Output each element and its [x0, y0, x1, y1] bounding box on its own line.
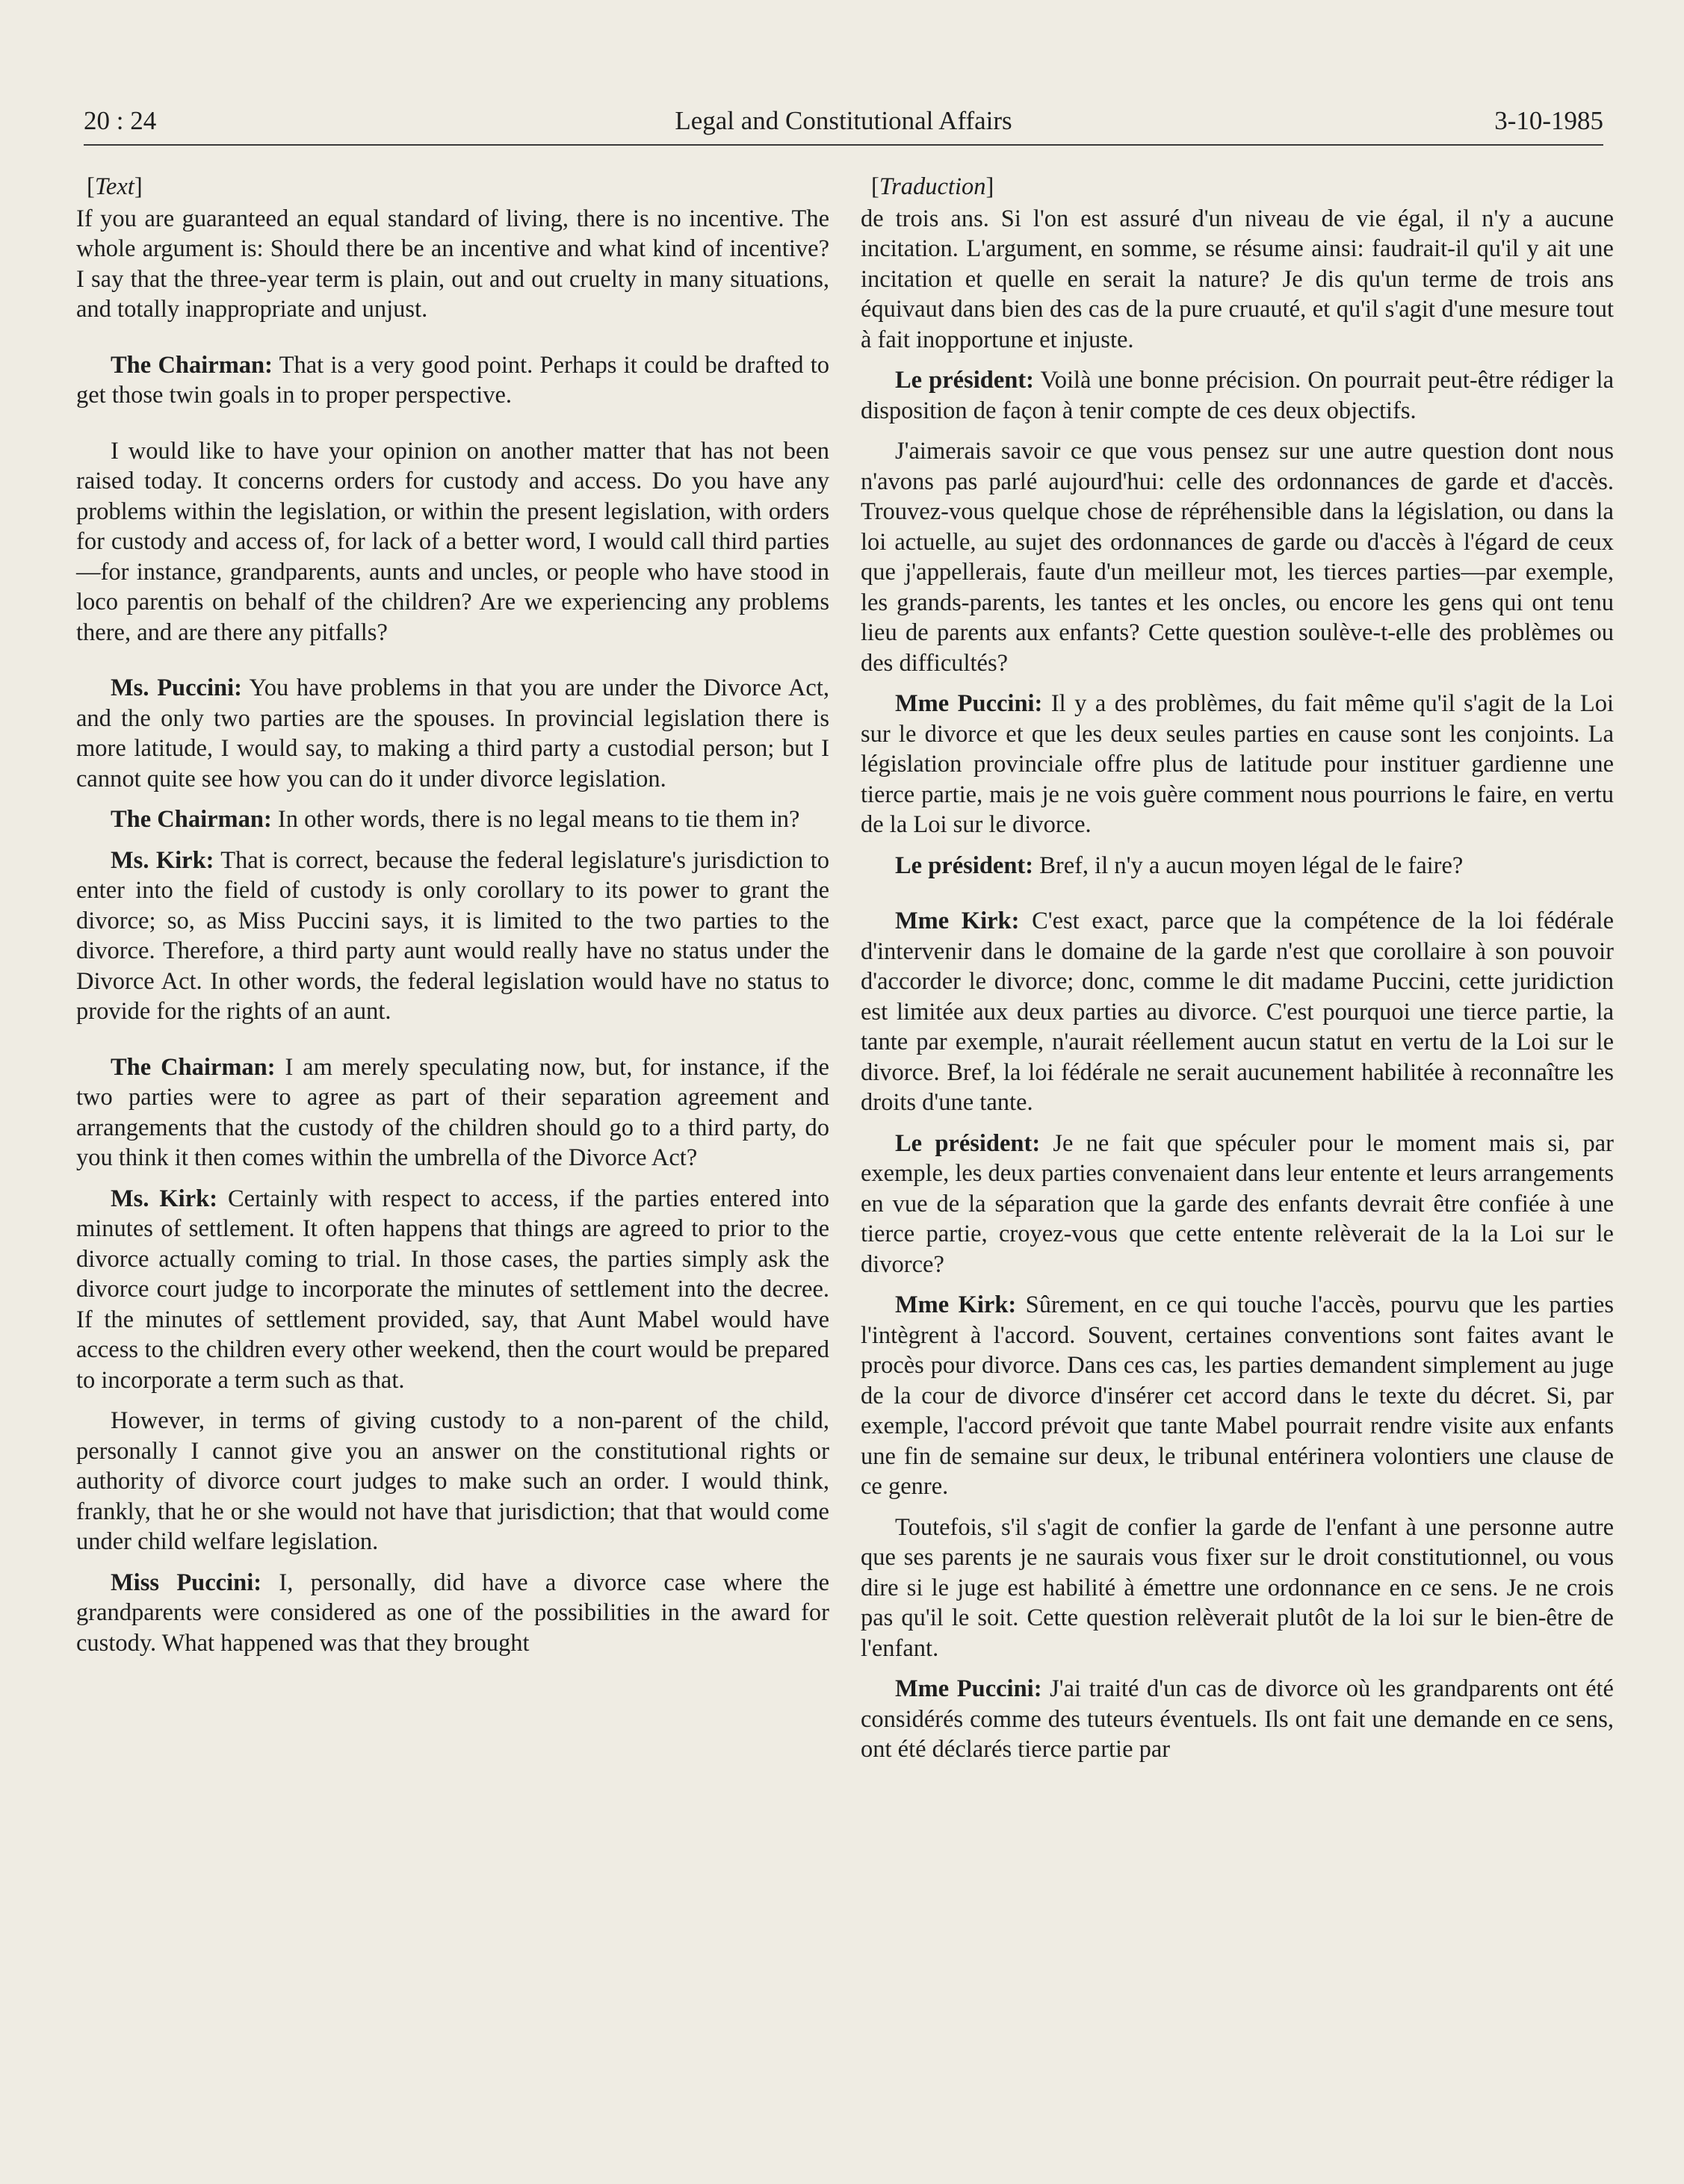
section-label: [Traduction]	[871, 173, 994, 200]
paragraph: I would like to have your opinion on another matter that has not been raised today. It concerns orders for custody and access. Do you have any problems within the legislation, or within the present legislation, with orders for custody and access of, for lack of a better word, I would call third parties—for instance, grandparents, aunts and uncles, or people who have stood in loco parentis on behalf of the children? Are we experiencing any problems there, and are there any pitfalls?	[76, 437, 829, 646]
paragraph: Mme Kirk: C'est exact, parce que la compétence de la loi fédérale d'intervenir dans le domaine de la garde n'est que corollaire à son pouvoir d'accorder le divorce; donc, comme le dit madame Puccini, cette juridiction est limitée aux deux parties au divorce. C'est pourquoi une tierce partie, la tante par exemple, n'aurait réellement aucun statut en vertu de la Loi sur le divorce. Bref, la loi fédérale ne serait aucunement habilitée à reconnaître les droits d'une tante.	[861, 908, 1614, 1116]
paragraph: The Chairman: That is a very good point. Perhaps it could be drafted to get those twin goals in to proper perspective.	[76, 351, 829, 409]
paragraph: Le président: Je ne fait que spéculer pour le moment mais si, par exemple, les deux parties convenaient dans leur entente et leurs arrangements en vue de la séparation que la garde des enfants devrait être confiée à une tierce partie, croyez-vous que cette entente relèverait de la la Loi sur le divorce?	[861, 1129, 1614, 1278]
paragraph: Ms. Kirk: Certainly with respect to access, if the parties entered into minutes of settlement. It often happens that things are agreed to prior to the divorce actually coming to trial. In those cases, the parties simply ask the divorce court judge to incorporate the minutes of settlement into the decree. If the minutes of settlement provided, say, that Aunt Mabel would have access to the children every other weekend, then the court would be prepared to incorporate a term such as that.	[76, 1185, 829, 1394]
paragraph: The Chairman: In other words, there is no legal means to tie them in?	[111, 806, 800, 833]
paragraph: Mme Kirk: Sûrement, en ce qui touche l'accès, pourvu que les parties l'intègrent à l'accord. Souvent, certaines conventions sont faites avant le procès pour divorce. Dans ces cas, les parties demandent simplement au juge de la cour de divorce d'insérer cet accord dans le texte du décret. Si, par exemple, l'accord prévoit que tante Mabel pourrait rendre visite aux enfants une fin de semaine sur deux, le tribunal entérinera volontiers une clause de ce genre.	[861, 1291, 1614, 1500]
paragraph: Ms. Kirk: That is correct, because the federal legislature's jurisdiction to enter into the field of custody is only corollary to its power to grant the divorce; so, as Miss Puccini says, it is limited to the two parties to the divorce. Therefore, a third party aunt would really have no status under the Divorce Act. In other words, the federal legislation would have no status to provide for the rights of an aunt.	[76, 846, 829, 1025]
page-number: 20 : 24	[84, 106, 157, 135]
french-column	[861, 172, 1614, 1775]
paragraph: The Chairman: I am merely speculating now, but, for instance, if the two parties were to agree as part of their separation agreement and arrangements that the custody of the children should go to a third party, do you think it then comes within the umbrella of the Divorce Act?	[76, 1053, 829, 1171]
header-date: 3-10-1985	[1494, 106, 1603, 135]
page-header	[84, 106, 1603, 143]
paragraph: If you are guaranteed an equal standard of living, there is no incentive. The whole argument is: Should there be an incentive and what kind of incentive? I say that the three-year term is plain, out and out cruelty in many situations, and totally inappropriate and unjust.	[76, 205, 829, 323]
paragraph: Miss Puccini: I, personally, did have a divorce case where the grandparents were considered as one of the possibilities in the award for custody. What happened was that they brought	[76, 1569, 830, 1657]
paragraph: J'aimerais savoir ce que vous pensez sur une autre question dont nous n'avons pas parlé aujourd'hui: celle des ordonnances de garde et d'accès. Trouvez-vous quelque chose de répréhensible dans la législation, ou dans la loi actuelle, au sujet des ordonnances de garde ou d'accès à l'égard de ceux que j'appellerais, faute d'un meilleur mot, les tierces parties—par exemple, les grands-parents, les tantes et les oncles, ou encore les gens qui ont tenu lieu de parents aux enfants? Cette question soulève-t-elle des problèmes ou des difficultés?	[861, 438, 1614, 677]
paragraph: Le président: Bref, il n'y a aucun moyen légal de le faire?	[895, 851, 1464, 879]
paragraph: Ms. Puccini: You have problems in that you are under the Divorce Act, and the only two parties are the spouses. In provincial legislation there is more latitude, I would say, to making a third party a custodial person; but I cannot quite see how you can do it under divorce legislation.	[76, 674, 830, 792]
paragraph: de trois ans. Si l'on est assuré d'un niveau de vie égal, il n'y a aucune incitation. L'argument, en somme, se résume ainsi: faudrait-il qu'il y ait une incitation et quelle en serait la nature? Je dis qu'un terme de trois ans équivaut dans bien des cas de la pure cruauté, et qu'il s'agit d'une mesure tout à fait inopportune et injuste.	[861, 205, 1614, 353]
paragraph: Toutefois, s'il s'agit de confier la garde de l'enfant à une personne autre que ses parents je ne saurais vous fixer sur le droit constitutionnel, ou vous dire si le juge est habilité à émettre une ordonnance en ce sens. Je ne crois pas qu'il le soit. Cette question relèverait plutôt de la loi sur le bien-être de l'enfant.	[861, 1513, 1614, 1662]
paragraph: However, in terms of giving custody to a non-parent of the child, personally I cannot give you an answer on the constitutional rights or authority of divorce court judges to make such an order. I would think, frankly, that he or she would not have that jurisdiction; that that would come under child welfare legislation.	[76, 1407, 829, 1555]
paragraph: Mme Puccini: Il y a des problèmes, du fait même qu'il s'agit de la Loi sur le divorce et que les deux seules parties en cause sont les conjoints. La législation provinciale offre plus de latitude pour instituer gardienne une tierce partie, mais je ne vois guère comment nous pourrions le faire, en vertu de la Loi sur le divorce.	[861, 690, 1614, 838]
header-rule	[84, 144, 1603, 146]
running-title: Legal and Constitutional Affairs	[675, 106, 1012, 135]
section-label: [Text]	[87, 173, 143, 200]
paragraph: Mme Puccini: J'ai traité d'un cas de divorce où les grandparents ont été considérés comme des tuteurs éventuels. Ils ont fait une demande en ce sens, ont été déclarés tierce partie par	[861, 1675, 1614, 1763]
paragraph: Le président: Voilà une bonne précision. On pourrait peut-être rédiger la disposition de façon à tenir compte de ces deux objectifs.	[861, 367, 1614, 424]
english-column	[76, 172, 829, 1669]
